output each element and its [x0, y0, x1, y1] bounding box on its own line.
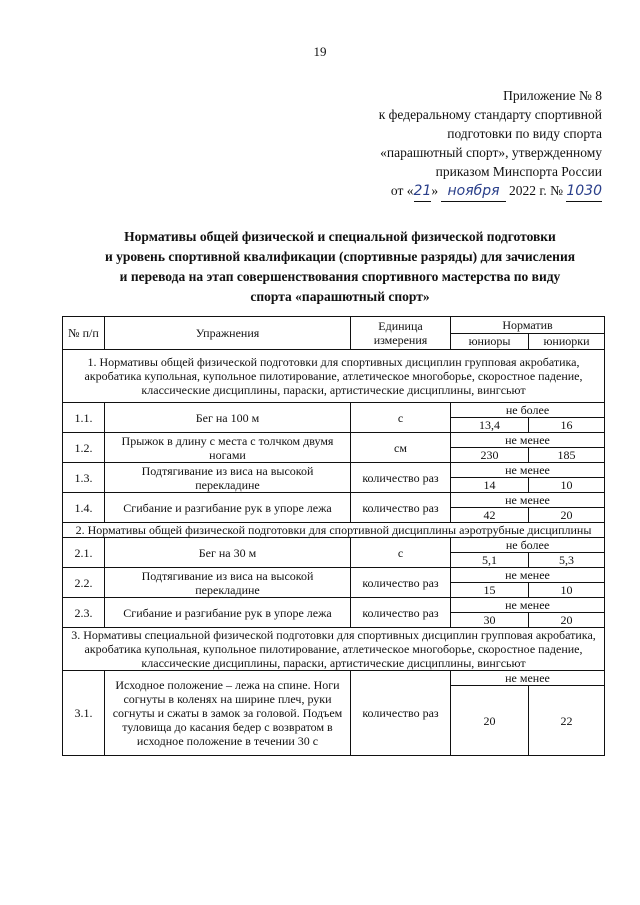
order-number: 1030: [566, 182, 602, 202]
title-line: Нормативы общей физической и специальной физической подготовки: [124, 229, 556, 244]
table-row: [63, 403, 605, 418]
date-month: ноября: [441, 182, 505, 202]
section-row: [63, 523, 605, 538]
section-title: 1. Нормативы общей физической подготовки для спортивных дисциплин групповая акробатика, акробатика купольная, купольное пилотирование, атлетическое многоборье, скоростное падение, классические дисциплины, параски, артистические дисциплины, вингсьют: [63, 350, 605, 403]
value-juniors-f: 10: [529, 583, 605, 598]
row-unit: см: [351, 433, 451, 463]
row-unit: количество раз: [351, 568, 451, 598]
row-number: 2.1.: [63, 538, 105, 568]
row-exercise: Сгибание и разгибание рук в упоре лежа: [105, 493, 351, 523]
table-row: [63, 598, 605, 613]
table-header-row: [63, 317, 605, 334]
section-title: 2. Нормативы общей физической подготовки для спортивной дисциплины аэротрубные дисциплины: [63, 523, 605, 538]
table-row: [63, 538, 605, 553]
row-number: 1.1.: [63, 403, 105, 433]
title-line: и уровень спортивной квалификации (спортивные разряды) для зачисления: [104, 249, 576, 264]
row-condition: не более: [451, 538, 605, 553]
appendix-date-line: [340, 181, 602, 202]
value-juniors-f: 5,3: [529, 553, 605, 568]
row-exercise: Прыжок в длину с места с толчком двумя ногами: [105, 433, 351, 463]
row-condition: не менее: [451, 598, 605, 613]
section-row: [63, 350, 605, 403]
row-unit: количество раз: [351, 463, 451, 493]
appendix-header: [340, 86, 602, 202]
row-exercise: Сгибание и разгибание рук в упоре лежа: [105, 598, 351, 628]
row-exercise: Подтягивание из виса на высокой перекладине: [105, 463, 351, 493]
appendix-line: подготовки по виду спорта: [447, 126, 602, 141]
table-row: [63, 493, 605, 508]
value-juniors-m: 5,1: [451, 553, 529, 568]
value-juniors-m: 14: [451, 478, 529, 493]
table-row: [63, 671, 605, 686]
row-exercise: Бег на 30 м: [105, 538, 351, 568]
row-unit: количество раз: [351, 598, 451, 628]
page-number: 19: [313, 44, 327, 59]
row-unit: с: [351, 538, 451, 568]
row-number: 1.2.: [63, 433, 105, 463]
table-row: [63, 433, 605, 448]
value-juniors-m: 30: [451, 613, 529, 628]
date-year: 2022 г. №: [508, 183, 563, 198]
row-unit: с: [351, 403, 451, 433]
row-unit: количество раз: [351, 493, 451, 523]
row-number: 1.3.: [63, 463, 105, 493]
row-condition: не менее: [451, 433, 605, 448]
value-juniors-f: 16: [529, 418, 605, 433]
value-juniors-m: 15: [451, 583, 529, 598]
row-condition: не менее: [451, 568, 605, 583]
row-condition: не менее: [451, 493, 605, 508]
document-title: [60, 227, 620, 307]
header-norm: Норматив: [451, 317, 605, 334]
row-number: 1.4.: [63, 493, 105, 523]
row-number: 2.3.: [63, 598, 105, 628]
date-mid: »: [431, 183, 439, 198]
row-condition: не менее: [451, 671, 605, 686]
row-number: 2.2.: [63, 568, 105, 598]
header-juniors-m: юниоры: [451, 333, 529, 350]
appendix-line: приказом Минспорта России: [435, 164, 602, 179]
appendix-line: «парашютный спорт», утвержденному: [380, 145, 602, 160]
date-prefix: от «: [390, 183, 414, 198]
section-row: [63, 628, 605, 671]
section-title: 3. Нормативы специальной физической подготовки для спортивных дисциплин групповая акробатика, акробатика купольная, купольное пилотирование, атлетическое многоборье, скоростное падение, классические дисциплины, параски, артистические дисциплины, вингсьют: [63, 628, 605, 671]
row-exercise: Бег на 100 м: [105, 403, 351, 433]
value-juniors-f: 10: [529, 478, 605, 493]
appendix-line: Приложение № 8: [503, 88, 602, 103]
row-unit: количество раз: [351, 671, 451, 756]
value-juniors-m: 230: [451, 448, 529, 463]
value-juniors-m: 20: [451, 686, 529, 756]
table-row: [63, 463, 605, 478]
header-unit: Единица измерения: [351, 317, 451, 350]
row-condition: не более: [451, 403, 605, 418]
row-exercise: Подтягивание из виса на высокой перекладине: [105, 568, 351, 598]
title-line: спорта «парашютный спорт»: [250, 289, 430, 304]
appendix-line: к федеральному стандарту спортивной: [378, 107, 602, 122]
value-juniors-m: 13,4: [451, 418, 529, 433]
value-juniors-f: 20: [529, 508, 605, 523]
date-day: 21: [414, 182, 432, 202]
value-juniors-m: 42: [451, 508, 529, 523]
title-line: и перевода на этап совершенствования спортивного мастерства по виду: [119, 269, 561, 284]
value-juniors-f: 22: [529, 686, 605, 756]
header-juniors-f: юниорки: [529, 333, 605, 350]
value-juniors-f: 20: [529, 613, 605, 628]
row-number: 3.1.: [63, 671, 105, 756]
header-number: № п/п: [63, 317, 105, 350]
header-exercises: Упражнения: [105, 317, 351, 350]
value-juniors-f: 185: [529, 448, 605, 463]
row-exercise: Исходное положение – лежа на спине. Ноги согнуты в коленях на ширине плеч, руки согнуты и сжаты в замок за головой. Подъем туловища до касания бедер с возвратом в исходное положение в течении 30 с: [105, 671, 351, 756]
norms-table: [62, 316, 605, 756]
table-row: [63, 568, 605, 583]
row-condition: не менее: [451, 463, 605, 478]
